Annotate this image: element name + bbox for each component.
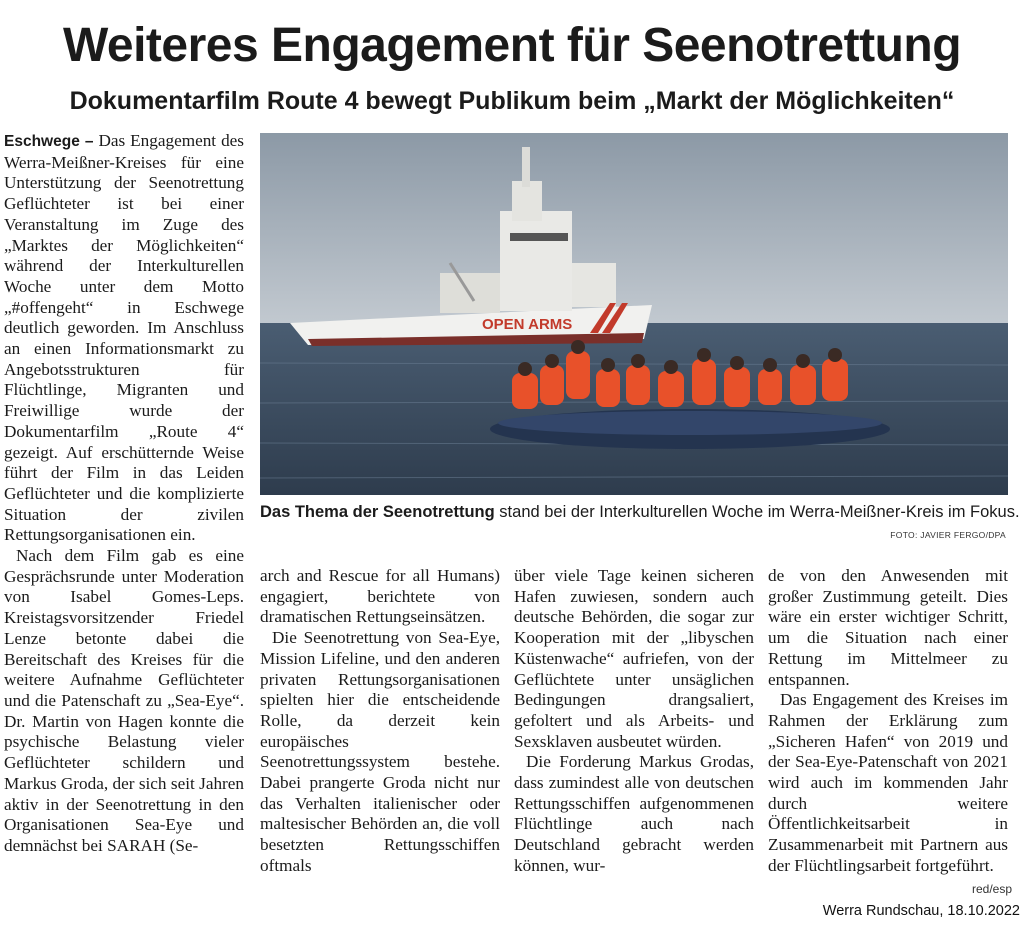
article-paragraph: Das Engagement des Kreises im Rahmen der Erklärung zum „Sicheren Hafen“ von 2019 und der Sea-Eye-Patenschaft von 2021 wird auch im kommenden Jahr durch weitere Öffentlichkeitsarbeit in Zusammenarbeit mit Partnern aus der Flüchtlingsarbeit fortgeführt. [768,690,1008,875]
article-paragraph: Die Forderung Markus Grodas, dass zumindest alle von deutschen Rettungsschiffen aufgenommenen Flüchtlinge auch nach Deutschland gebracht werden können, wur- [514,752,754,875]
article-column-2 [260,566,500,877]
article-column-1 [4,131,244,857]
headline: Weiteres Engagement für Seenotrettung [62,19,962,72]
subheadline: Dokumentarfilm Route 4 bewegt Publikum beim „Markt der Möglichkeiten“ [69,87,955,115]
article-paragraph [4,131,244,546]
caption-text: stand bei der Interkulturellen Woche im Werra-Meißner-Kreis im Fokus. [494,503,1020,521]
article-paragraph: Nach dem Film gab es eine Gesprächsrunde unter Moderation von Isabel Gomes-Leps. Kreistagsvorsitzender Friedel Lenze betonte dabei die Bereitschaft des Kreises für die weitere Aufnahme Geflüchteter und die Patenschaft zu „Sea-Eye“. Dr. Martin von Hagen konnte die psychische Belastung vieler Geflüchteter schildern und Markus Groda, der sich seit Jahren aktiv in der Seenotrettung in den Organisationen Sea-Eye und demnächst bei SARAH (Se- [4,546,244,855]
paragraph-text: Das Engagement des Werra-Meißner-Kreises für eine Unterstützung der Seenotrettung Geflüchteter ist bei einer Veranstaltung im Zuge des „Marktes der Möglichkeiten“ während der Interkulturellen Woche unter dem Motto „#offengeht“ in Eschwege deutlich geworden. Im Anschluss an einen Informationsmarkt zu Angebotsstrukturen für Flüchtlinge, Migranten und Freiwillige wurde der Dokumentarfilm „Route 4“ gezeigt. Auf erschütternde Weise führt der Film in das Leiden Geflüchteter und die komplizierte Situation der zivilen Rettungsorganisationen ein. [4,131,244,545]
article-paragraph: Die Seenotrettung von Sea-Eye, Mission Lifeline, und den anderen privaten Rettungsorganisationen spielten hier die entscheidende Rolle, da derzeit kein europäisches Seenotrettungssystem bestehe. Dabei prangerte Groda nicht nur das Verhalten italienischer oder maltesischer Behörden an, die voll besetzten Rettungsschiffen oftmals [260,628,500,875]
dateline: Eschwege – [4,133,94,150]
article-paragraph: arch and Rescue for all Humans) engagiert, berichtete von dramatischen Rettungseinsätzen. [260,566,500,627]
article-paragraph: über viele Tage keinen sicheren Hafen zuwiesen, sondern auch deutsche Behörden, die sogar zur Kooperation mit der „libyschen Küstenwache“ aufriefen, von der Geflüchtete unter unsäglichen Bedingungen drangsaliert, gefoltert und als Arbeits- und Sexsklaven ausbeutet würden. [514,566,754,751]
article-column-4 [768,566,1008,877]
source-citation: Werra Rundschau, 18.10.2022 [822,903,1020,919]
article-paragraph: de von den Anwesenden mit großer Zustimmung geteilt. Dies wäre ein erster wichtiger Schritt, um die Situation nach einer Rettung im Mittelmeer zu entspannen. [768,566,1008,689]
rescue-photo-illustration [260,133,1008,495]
photo-credit: FOTO: JAVIER FERGO/DPA [890,530,1006,540]
ship-name: OPEN ARMS [482,316,573,333]
caption-bold: Das Thema der Seenotrettung [260,503,495,521]
article-column-3 [514,566,754,877]
author-initials: red/esp [971,882,1012,896]
article-photo [260,133,1008,495]
photo-caption [260,502,1024,522]
